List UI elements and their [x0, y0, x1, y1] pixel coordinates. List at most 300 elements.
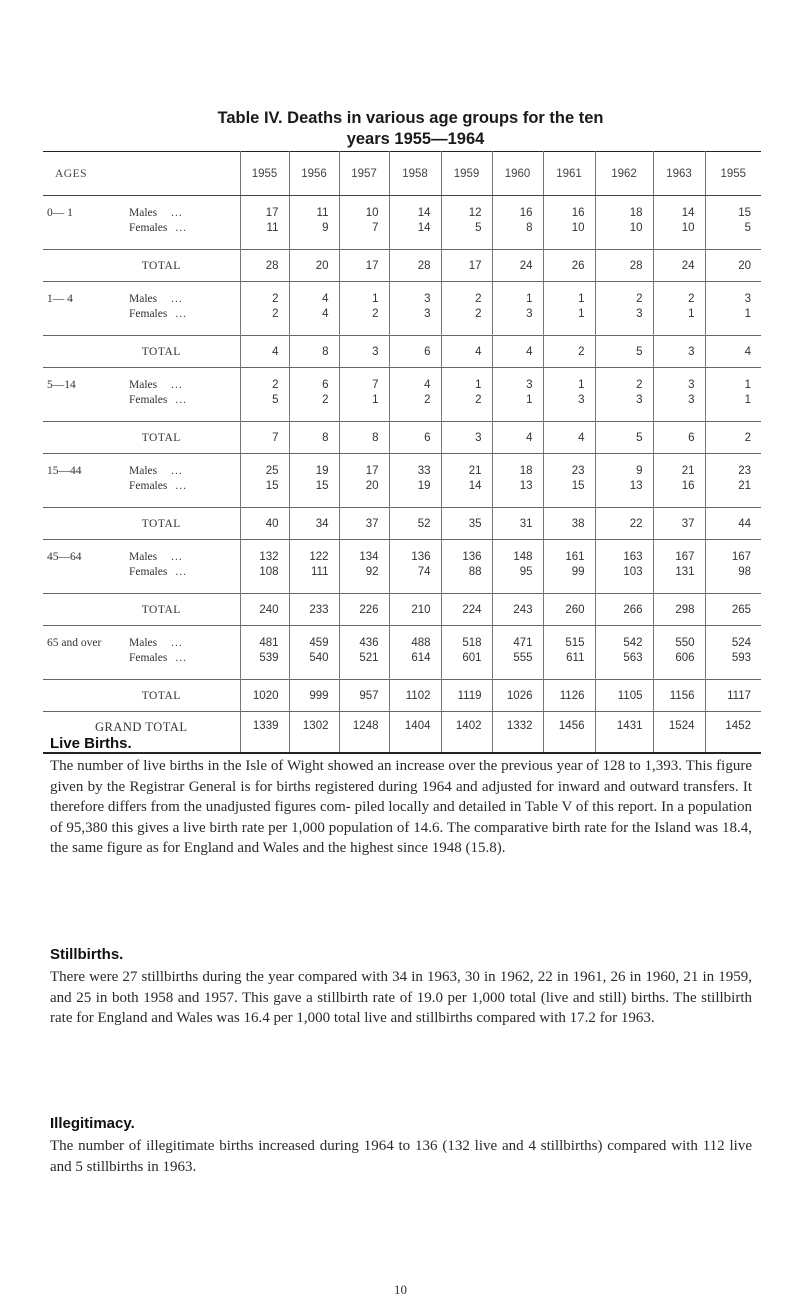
- year-cell: [653, 282, 705, 336]
- age-group-row: [43, 540, 761, 594]
- females-value: 10: [571, 222, 585, 234]
- grand-total-value: 1248: [339, 712, 389, 754]
- females-row-label: [129, 652, 240, 667]
- females-label: Females: [129, 480, 168, 492]
- females-value: 611: [566, 652, 585, 664]
- stillbirths-paragraph: There were 27 stillbirths during the year compared with 34 in 1963, 30 in 1962, 22 in 1961, 26 in 1960, 21 in 1959, and 25 in both 1958 and 1957. This gave a stillbirth rate of 19.0 per 1,000 total (live and still) births. The stillbirth rate for England and Wales was 16.4 per 1,000 total live and stillbirths compared with 17.2 for 1963.: [50, 969, 752, 1026]
- year-cell: [389, 368, 441, 422]
- year-cell: [339, 540, 389, 594]
- females-value: 99: [571, 566, 585, 578]
- grand-total-value: 1524: [653, 712, 705, 754]
- females-label: Females: [129, 566, 168, 578]
- year-cell: [441, 368, 492, 422]
- females-value: 2: [272, 308, 279, 320]
- year-cell: [389, 282, 441, 336]
- dots-leader: ...: [171, 637, 183, 649]
- total-value: 20: [705, 250, 761, 282]
- females-value: 5: [744, 222, 751, 234]
- males-value: 11: [316, 207, 329, 219]
- females-label: Females: [129, 308, 168, 320]
- total-label: TOTAL: [43, 680, 240, 712]
- females-label: Females: [129, 652, 168, 664]
- year-cell: [705, 282, 761, 336]
- total-value: 2: [705, 422, 761, 454]
- females-value: 2: [372, 308, 379, 320]
- total-row: [43, 508, 761, 540]
- males-value: 23: [738, 465, 751, 477]
- year-cell: [389, 196, 441, 250]
- year-cell: [543, 454, 595, 508]
- males-value: 3: [688, 379, 695, 391]
- males-value: 1: [475, 379, 482, 391]
- illegitimacy-heading: Illegitimacy.: [50, 1115, 135, 1132]
- total-value: 999: [289, 680, 339, 712]
- males-value: 481: [259, 637, 279, 649]
- grand-total-value: 1456: [543, 712, 595, 754]
- females-row-label: [129, 394, 240, 409]
- total-row: [43, 422, 761, 454]
- males-value: 136: [462, 551, 482, 563]
- males-value: 21: [468, 465, 482, 477]
- total-value: 4: [441, 336, 492, 368]
- total-value: 6: [389, 422, 441, 454]
- live-births-heading: Live Births.: [50, 735, 132, 752]
- grand-total-row: [43, 712, 761, 754]
- total-row: [43, 336, 761, 368]
- females-value: 14: [468, 480, 482, 492]
- year-cell: [441, 196, 492, 250]
- females-value: 1: [526, 394, 533, 406]
- total-label: TOTAL: [43, 508, 240, 540]
- total-value: 240: [240, 594, 289, 626]
- table-title-line-2: years 1955—1964: [346, 130, 485, 148]
- males-value: 15: [738, 207, 751, 219]
- year-cell: [595, 282, 653, 336]
- year-header: 1956: [289, 152, 339, 196]
- females-value: 9: [322, 222, 329, 234]
- year-cell: [289, 196, 339, 250]
- year-cell: [543, 368, 595, 422]
- total-value: 5: [595, 422, 653, 454]
- females-value: 108: [259, 566, 279, 578]
- total-value: 20: [289, 250, 339, 282]
- sex-labels: [129, 368, 240, 422]
- females-value: 13: [519, 480, 533, 492]
- females-value: 10: [629, 222, 643, 234]
- males-value: 550: [675, 637, 695, 649]
- males-value: 19: [315, 465, 329, 477]
- total-value: 1156: [653, 680, 705, 712]
- males-value: 2: [688, 293, 695, 305]
- total-label: TOTAL: [43, 250, 240, 282]
- males-value: 161: [565, 551, 585, 563]
- females-value: 98: [738, 566, 751, 578]
- total-value: 3: [339, 336, 389, 368]
- total-value: 233: [289, 594, 339, 626]
- year-header: 1962: [595, 152, 653, 196]
- table-body: [43, 196, 761, 754]
- females-value: 5: [272, 394, 279, 406]
- total-value: 3: [653, 336, 705, 368]
- dots-leader: ...: [175, 566, 187, 578]
- total-value: 24: [653, 250, 705, 282]
- year-cell: [492, 368, 543, 422]
- total-value: 3: [441, 422, 492, 454]
- total-value: 260: [543, 594, 595, 626]
- total-value: 957: [339, 680, 389, 712]
- females-value: 3: [424, 308, 431, 320]
- year-cell: [705, 540, 761, 594]
- dots-leader: ...: [171, 551, 183, 563]
- males-value: 6: [322, 379, 329, 391]
- dots-leader: ...: [175, 652, 187, 664]
- year-cell: [240, 626, 289, 680]
- year-cell: [389, 626, 441, 680]
- year-cell: [289, 282, 339, 336]
- live-births-paragraph: The number of live births in the Isle of Wight showed an increase over the previous year of 128 to 1,393. This figure given by the Registrar General is for births registered during 1964 and adjusted for inward and outward transfers. It therefore differs from the unadjusted figures com- piled locally and detailed in Table V of this report. In a population of 95,380 this gives a live birth rate per 1,000 population of 14.6. The comparative birth rate for the Island was 18.4, the same figure as for England and Wales and the highest since 1948 (15.8).: [50, 758, 752, 856]
- females-value: 3: [526, 308, 533, 320]
- total-value: 8: [289, 336, 339, 368]
- year-cell: [653, 454, 705, 508]
- dots-leader: ...: [171, 207, 183, 219]
- sex-labels: [129, 454, 240, 508]
- grand-total-value: 1404: [389, 712, 441, 754]
- females-value: 1: [688, 308, 695, 320]
- males-value: 2: [272, 379, 279, 391]
- males-row-label: [129, 551, 240, 566]
- females-value: 1: [744, 394, 751, 406]
- males-value: 2: [475, 293, 482, 305]
- females-value: 614: [411, 652, 431, 664]
- year-header: 1955: [240, 152, 289, 196]
- females-value: 10: [681, 222, 695, 234]
- males-value: 33: [417, 465, 431, 477]
- males-label: Males: [129, 551, 158, 563]
- males-label: Males: [129, 379, 158, 391]
- year-cell: [240, 540, 289, 594]
- grand-total-value: 1302: [289, 712, 339, 754]
- total-value: 1020: [240, 680, 289, 712]
- females-value: 3: [688, 394, 695, 406]
- females-value: 16: [681, 480, 695, 492]
- males-value: 2: [636, 293, 643, 305]
- year-cell: [595, 454, 653, 508]
- females-value: 92: [365, 566, 379, 578]
- males-value: 1: [578, 379, 585, 391]
- males-value: 134: [359, 551, 379, 563]
- age-group-row: [43, 196, 761, 250]
- year-cell: [240, 196, 289, 250]
- females-value: 2: [475, 394, 482, 406]
- males-value: 1: [744, 379, 751, 391]
- males-label: Males: [129, 465, 158, 477]
- males-value: 518: [462, 637, 482, 649]
- females-value: 2: [424, 394, 431, 406]
- age-group-label: 0— 1: [47, 207, 73, 219]
- females-row-label: [129, 308, 240, 323]
- males-value: 1: [526, 293, 533, 305]
- females-value: 103: [623, 566, 643, 578]
- year-cell: [339, 196, 389, 250]
- total-value: 6: [653, 422, 705, 454]
- dots-leader: ...: [171, 293, 183, 305]
- males-value: 21: [681, 465, 695, 477]
- males-value: 17: [265, 207, 279, 219]
- total-value: 44: [705, 508, 761, 540]
- year-cell: [543, 540, 595, 594]
- year-cell: [289, 626, 339, 680]
- year-cell: [339, 454, 389, 508]
- total-value: 40: [240, 508, 289, 540]
- females-value: 540: [309, 652, 329, 664]
- total-value: 8: [339, 422, 389, 454]
- total-value: 38: [543, 508, 595, 540]
- total-value: 37: [339, 508, 389, 540]
- age-group-row: [43, 454, 761, 508]
- age-group-row: [43, 626, 761, 680]
- year-cell: [492, 454, 543, 508]
- year-cell: [389, 540, 441, 594]
- sex-labels: [129, 540, 240, 594]
- females-value: 15: [265, 480, 279, 492]
- age-group-label: 65 and over: [47, 637, 102, 649]
- males-row-label: [129, 379, 240, 394]
- total-value: 210: [389, 594, 441, 626]
- dots-leader: ...: [175, 394, 187, 406]
- year-cell: [240, 454, 289, 508]
- females-value: 3: [636, 308, 643, 320]
- males-value: 122: [309, 551, 329, 563]
- females-value: 8: [526, 222, 533, 234]
- year-cell: [543, 196, 595, 250]
- females-value: 2: [475, 308, 482, 320]
- males-value: 2: [272, 293, 279, 305]
- grand-total-value: 1332: [492, 712, 543, 754]
- total-value: 34: [289, 508, 339, 540]
- females-label: Females: [129, 222, 168, 234]
- age-group-label: 45—64: [47, 551, 82, 563]
- males-value: 1: [372, 293, 379, 305]
- year-cell: [543, 626, 595, 680]
- males-value: 515: [565, 637, 585, 649]
- total-value: 2: [543, 336, 595, 368]
- males-value: 18: [629, 207, 643, 219]
- dots-leader: ...: [175, 308, 187, 320]
- year-cell: [492, 196, 543, 250]
- grand-total-value: 1402: [441, 712, 492, 754]
- year-cell: [595, 540, 653, 594]
- total-value: 28: [240, 250, 289, 282]
- total-value: 298: [653, 594, 705, 626]
- sex-labels: [129, 282, 240, 336]
- year-cell: [441, 454, 492, 508]
- total-value: 26: [543, 250, 595, 282]
- total-value: 224: [441, 594, 492, 626]
- females-value: 1: [372, 394, 379, 406]
- females-value: 13: [629, 480, 643, 492]
- year-cell: [492, 626, 543, 680]
- total-value: 28: [389, 250, 441, 282]
- females-value: 15: [315, 480, 329, 492]
- females-label: Females: [129, 394, 168, 406]
- males-label: Males: [129, 637, 158, 649]
- total-value: 4: [543, 422, 595, 454]
- females-row-label: [129, 566, 240, 581]
- total-row: [43, 250, 761, 282]
- males-value: 7: [372, 379, 379, 391]
- males-row-label: [129, 637, 240, 652]
- males-value: 471: [513, 637, 533, 649]
- age-group-row: [43, 368, 761, 422]
- males-label: Males: [129, 293, 158, 305]
- year-cell: [595, 196, 653, 250]
- total-value: 52: [389, 508, 441, 540]
- grand-total-value: 1452: [705, 712, 761, 754]
- total-value: 1105: [595, 680, 653, 712]
- dots-leader: ...: [171, 379, 183, 391]
- females-value: 5: [475, 222, 482, 234]
- males-row-label: [129, 465, 240, 480]
- males-value: 14: [417, 207, 431, 219]
- males-value: 1: [578, 293, 585, 305]
- males-value: 436: [359, 637, 379, 649]
- males-value: 167: [731, 551, 751, 563]
- year-cell: [339, 626, 389, 680]
- males-value: 4: [424, 379, 431, 391]
- females-value: 19: [417, 480, 431, 492]
- males-value: 17: [365, 465, 379, 477]
- year-cell: [492, 540, 543, 594]
- table-title-line-1: Table IV. Deaths in various age groups for the ten: [217, 109, 604, 127]
- total-value: 35: [441, 508, 492, 540]
- age-group-label: 5—14: [47, 379, 76, 391]
- total-row: [43, 594, 761, 626]
- total-value: 37: [653, 508, 705, 540]
- age-group-row: [43, 282, 761, 336]
- year-cell: [240, 368, 289, 422]
- males-value: 524: [731, 637, 751, 649]
- year-cell: [705, 368, 761, 422]
- year-cell: [653, 540, 705, 594]
- year-cell: [705, 454, 761, 508]
- dots-leader: ...: [171, 465, 183, 477]
- males-value: 163: [623, 551, 643, 563]
- grand-total-value: 1339: [240, 712, 289, 754]
- year-cell: [289, 454, 339, 508]
- females-value: 521: [359, 652, 379, 664]
- females-value: 7: [372, 222, 379, 234]
- total-value: 4: [492, 336, 543, 368]
- females-value: 606: [675, 652, 695, 664]
- year-cell: [705, 626, 761, 680]
- stillbirths-heading: Stillbirths.: [50, 946, 124, 963]
- year-cell: [492, 282, 543, 336]
- males-row-label: [129, 293, 240, 308]
- year-cell: [339, 368, 389, 422]
- total-label: TOTAL: [43, 336, 240, 368]
- total-value: 4: [492, 422, 543, 454]
- year-cell: [289, 540, 339, 594]
- year-header: 1955: [705, 152, 761, 196]
- females-value: 74: [417, 566, 431, 578]
- females-value: 601: [462, 652, 482, 664]
- females-value: 131: [675, 566, 695, 578]
- males-value: 459: [309, 637, 329, 649]
- females-value: 21: [738, 480, 751, 492]
- total-value: 1102: [389, 680, 441, 712]
- males-value: 3: [526, 379, 533, 391]
- males-value: 9: [636, 465, 643, 477]
- total-value: 17: [339, 250, 389, 282]
- age-group-label: 15—44: [47, 465, 82, 477]
- total-value: 1126: [543, 680, 595, 712]
- grand-total-label: GRAND TOTAL: [94, 720, 188, 734]
- total-row: [43, 680, 761, 712]
- males-value: 3: [424, 293, 431, 305]
- year-cell: [441, 282, 492, 336]
- total-value: 1119: [441, 680, 492, 712]
- page-number: 10: [394, 1282, 407, 1297]
- females-row-label: [129, 480, 240, 495]
- males-value: 18: [519, 465, 533, 477]
- males-value: 542: [623, 637, 643, 649]
- table-title: [0, 108, 801, 150]
- females-value: 3: [636, 394, 643, 406]
- total-value: 226: [339, 594, 389, 626]
- total-value: 28: [595, 250, 653, 282]
- males-value: 16: [571, 207, 585, 219]
- dots-leader: ...: [175, 480, 187, 492]
- illegitimacy-paragraph: The number of illegitimate births increased during 1964 to 136 (132 live and 4 stillbirths) compared with 112 live and 5 stillbirths in 1963.: [50, 1138, 752, 1175]
- females-value: 111: [311, 566, 329, 578]
- total-value: 4: [240, 336, 289, 368]
- females-value: 95: [519, 566, 533, 578]
- year-cell: [339, 282, 389, 336]
- year-cell: [653, 196, 705, 250]
- total-value: 243: [492, 594, 543, 626]
- year-cell: [289, 368, 339, 422]
- total-value: 1026: [492, 680, 543, 712]
- year-cell: [441, 540, 492, 594]
- total-value: 17: [441, 250, 492, 282]
- year-header: 1960: [492, 152, 543, 196]
- total-value: 6: [389, 336, 441, 368]
- sex-labels: [129, 196, 240, 250]
- dots-leader: ...: [175, 222, 187, 234]
- year-cell: [240, 282, 289, 336]
- males-value: 16: [519, 207, 533, 219]
- total-value: 4: [705, 336, 761, 368]
- females-value: 15: [571, 480, 585, 492]
- total-value: 7: [240, 422, 289, 454]
- total-value: 265: [705, 594, 761, 626]
- males-value: 132: [259, 551, 279, 563]
- males-value: 25: [265, 465, 279, 477]
- males-value: 148: [513, 551, 533, 563]
- total-label: TOTAL: [43, 594, 240, 626]
- year-header: 1963: [653, 152, 705, 196]
- deaths-table: [43, 151, 761, 754]
- females-value: 1: [578, 308, 585, 320]
- females-value: 3: [578, 394, 585, 406]
- females-value: 593: [731, 652, 751, 664]
- year-cell: [653, 368, 705, 422]
- total-value: 266: [595, 594, 653, 626]
- females-value: 4: [322, 308, 329, 320]
- males-label: Males: [129, 207, 158, 219]
- females-value: 20: [365, 480, 379, 492]
- year-cell: [595, 368, 653, 422]
